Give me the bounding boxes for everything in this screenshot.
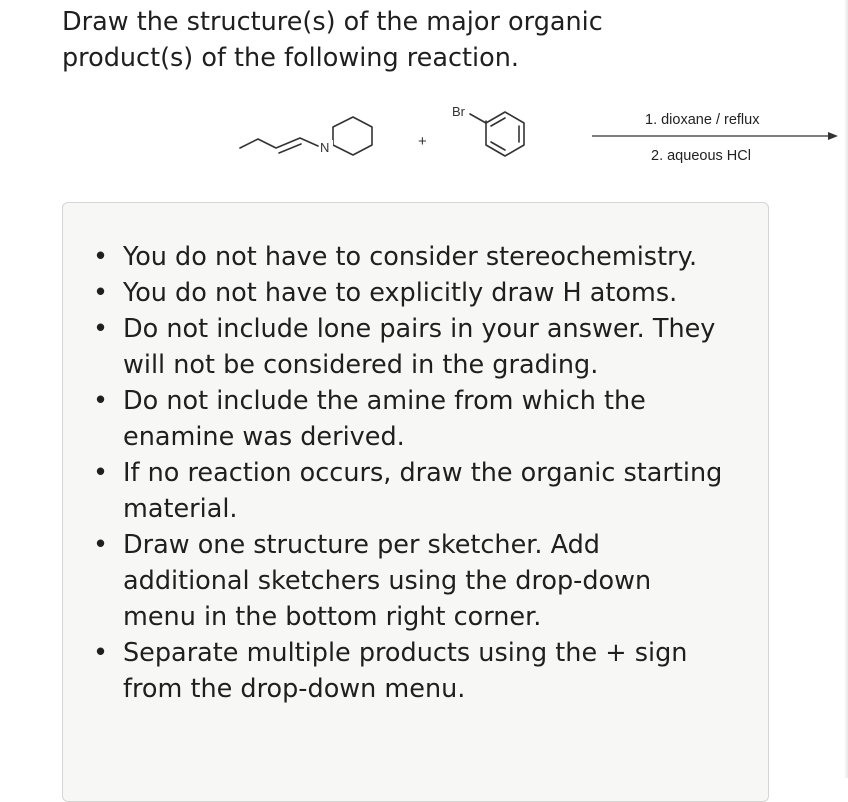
instruction-text: Draw one structure per sketcher. Add additional sketchers using the drop-down menu in the bottom right corner.	[123, 530, 652, 632]
bromine-label: Br	[452, 104, 465, 119]
plus-sign: +	[418, 133, 427, 150]
benzylic-bond	[470, 114, 486, 123]
bullet-icon: •	[93, 314, 109, 344]
instruction-text: If no reaction occurs, draw the organic starting material.	[123, 458, 723, 524]
instruction-item	[93, 383, 723, 455]
bullet-icon: •	[93, 458, 109, 488]
enamine-structure	[240, 117, 372, 155]
bullet-icon: •	[93, 386, 109, 416]
instruction-text: You do not have to explicitly draw H atoms.	[123, 278, 678, 308]
bullet-icon: •	[93, 242, 109, 272]
instruction-text: Do not include the amine from which the enamine was derived.	[123, 386, 646, 452]
benzyl-bromide-structure	[470, 112, 524, 156]
instruction-item	[93, 239, 723, 275]
instruction-item	[93, 311, 723, 383]
bullet-icon: •	[93, 638, 109, 668]
condition-2: 2. aqueous HCl	[651, 148, 751, 164]
bullet-icon: •	[93, 530, 109, 560]
instruction-text: You do not have to consider stereochemistry.	[123, 242, 698, 272]
instructions-panel	[62, 202, 769, 802]
instruction-item	[93, 275, 723, 311]
instruction-item	[93, 455, 723, 527]
condition-1: 1. dioxane / reflux	[645, 112, 760, 128]
piperidine-ring	[333, 117, 372, 155]
question-text: Draw the structure(s) of the major organic product(s) of the following reaction.	[62, 7, 603, 73]
reaction-arrowhead	[828, 132, 838, 140]
bullet-icon: •	[93, 278, 109, 308]
nitrogen-label: N	[320, 140, 330, 155]
reaction-scheme	[0, 90, 848, 180]
instruction-item	[93, 527, 723, 635]
instruction-text: Separate multiple products using the + sign from the drop-down menu.	[123, 638, 688, 704]
window-edge	[844, 0, 848, 778]
instruction-text: Do not include lone pairs in your answer. They will not be considered in the grading.	[123, 314, 716, 380]
instruction-item	[93, 635, 723, 707]
instructions-list	[93, 239, 723, 707]
enamine-alkenyl-chain	[240, 138, 318, 148]
